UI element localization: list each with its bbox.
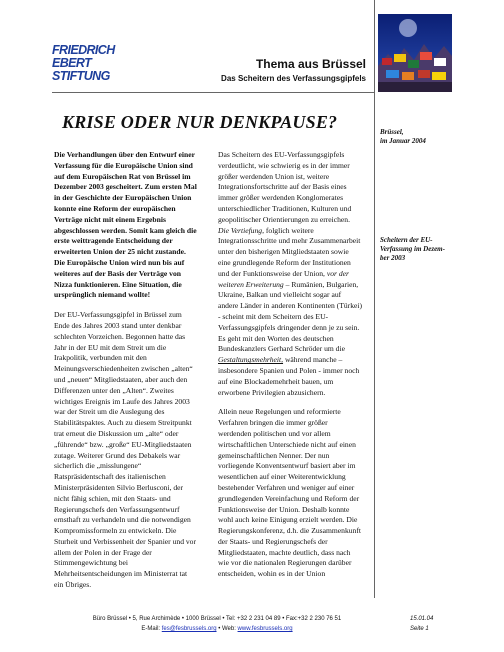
series-line-2: Verfassung im Dezem- xyxy=(380,245,445,253)
series-line-1: Scheitern der EU- xyxy=(380,236,433,244)
fes-logo xyxy=(52,44,122,83)
logo-line-1: FRIEDRICH xyxy=(52,43,115,57)
page-number: Seite 1 xyxy=(410,626,429,632)
date-line-2: im Januar 2004 xyxy=(380,137,426,145)
email-link[interactable]: fes@fesbrussels.org xyxy=(161,626,217,632)
date-block xyxy=(380,128,460,146)
footer-address: Büro Brüssel • 5, Rue Archimède • 1000 Brüssel • Tel: +32 2 231 04 89 • Fax:+32 2 230 76 51 xyxy=(92,616,342,622)
body-paragraph-2 xyxy=(218,150,362,398)
logo-line-2: EBERT xyxy=(52,56,92,70)
footer-date: 15.01.04 xyxy=(410,616,434,622)
p2-text-c: , folglich weitere Integrationsschritte und mehr Zusammenarbeit unter den bisherigen Mitgliedstaaten sowie eine grundlegende Reform der Institutionen und der Funktionsweise der Union, xyxy=(218,225,361,278)
series-block xyxy=(380,236,460,263)
footer-contact xyxy=(82,626,352,632)
web-label: • Web: xyxy=(218,626,236,632)
p2-text-a: Das Scheitern des EU-Verfassungsgipfels verdeutlicht, wie schwierig es in der immer größer werdenden Union ist, weitere Integrationsfortschritte auf der Basis eines immer größer werdenden Konglomerates unterschiedlicher Traditionen, Kulturen und geopolitischer Orientierungen zu erreichen. xyxy=(218,150,352,224)
column-1 xyxy=(54,150,198,600)
header-title: Thema aus Brüssel xyxy=(255,57,366,71)
body-paragraph-1: Der EU-Verfassungsgipfel in Brüssel zum Ende des Jahres 2003 stand unter denkbar schlechten Vorzeichen. Begonnen hatte das Jahr in der EU mit dem Streit um die Irakpolitik, verbunden mit den Meinungsverschiedenheiten zwischen „alten“ und „neuen“ Mitgliedstaaten, aber auch den Differenzen unter den „Alten“. Zweites wichtiges Ereignis im Laufe des Jahres 2003 war der Streit um die Auslegung des Stabilitätspaktes. Auch zu diesem Streitpunkt trat erneut die Diskussion um „alte“ oder „führende“ bzw. „große“ EU-Mitgliedstaaten zutage. Weiterer Grund des Debakels war sicherlich die „misslungene“ Ratspräsidentschaft des italienischen Ministerpräsidenten Silvio Berlusconi, der nicht fähig schien, mit den Staats- und Regierungschefs den Verfassungsentwurf ernsthaft zu verhandeln und die notwendigen Kompromissformeln zu entwickeln. Die Sturheit und Verbissenheit der Spanier und vor allem der Polen in der Frage der Stimmengewichtung bei Mehrheitsentscheidungen im Ministerrat tat ein Übriges. xyxy=(54,310,197,590)
lead-paragraph: Die Verhandlungen über den Entwurf einer Verfassung für die Europäische Union sind auf dem Europäischen Rat von Brüssel im Dezember 2003 gescheitert. Zum ersten Mal in der Geschichte der Europäischen Union konnte eine Reform der europäischen Verträge nicht mit einem Ergebnis abgeschlossen werden. Somit kam gleich die erste weittragende Entscheidung der erweiterten Union der 25 nicht zustande. Die Europäische Union wird nun bis auf weiteres auf der Basis der Verträge von Nizza funktionieren. Eine Situation, die ursprünglich niemand wollte! xyxy=(54,150,197,300)
page-headline: KRISE ODER NUR DENKPAUSE? xyxy=(62,112,338,132)
p2-emph-gestaltungsmehrheit: Gestaltungsmehrheit, xyxy=(218,355,284,365)
p2-emph-vertiefung: Die Vertiefung xyxy=(218,225,263,235)
logo-line-3: STIFTUNG xyxy=(52,69,110,83)
header-rule xyxy=(52,92,374,93)
web-link[interactable]: www.fesbrussels.org xyxy=(237,626,293,632)
header-photo-flags xyxy=(378,14,452,92)
p2-text-e: – Rumänien, Bulgarien, Ukraine, Balkan und vielleicht sogar auf andere Länder in anderen Kontinenten (Türkei) - scheint mit dem Scheitern des EU-Verfassungsgipfels dringender denn je zu sein. Es geht mit den Worten des deutschen Bundeskanzlers Gerhard Schröder um die xyxy=(218,279,363,354)
vertical-rule xyxy=(374,0,375,598)
header-subtitle: Das Scheitern des Verfassungsgipfels xyxy=(221,74,366,83)
email-label: E-Mail: xyxy=(141,626,161,632)
date-line-1: Brüssel, xyxy=(380,128,404,136)
column-2 xyxy=(218,150,362,589)
body-paragraph-3: Allein neue Regelungen und reformierte Verfahren bringen die immer größer werdenden politischen und vor allem wirtschaftlichen Unterschiede nicht auf einen gemeinschaftlichen Nenner. Der nun vorliegende Konventsentwurf basiert aber im wesentlichen auf einer Weiterentwicklung bestehender Verfahren und weniger auf einer grundlegenden Vereinfachung und Reform der Funktionsweise der Union. Deshalb konnte wohl auch keine Einigung erzielt werden. Die Regierungskonferenz, d.h. die Zusammenkunft der Staats- und Regierungschefs der Mitgliedstaaten, machte deutlich, dass nach wie vor die nationalen Regierungen darüber entscheiden, wohin es in der Union xyxy=(218,407,361,579)
p2-emph-erweiterung: vor der weiteren Erweiterung xyxy=(218,268,349,289)
p2-text-g: während manche – insbesondere Spanien und Polen - immer noch auf eine Blockademehrheit bauen, um erworbene Privilegien abzusichern. xyxy=(218,355,360,397)
series-line-3: ber 2003 xyxy=(380,254,406,262)
